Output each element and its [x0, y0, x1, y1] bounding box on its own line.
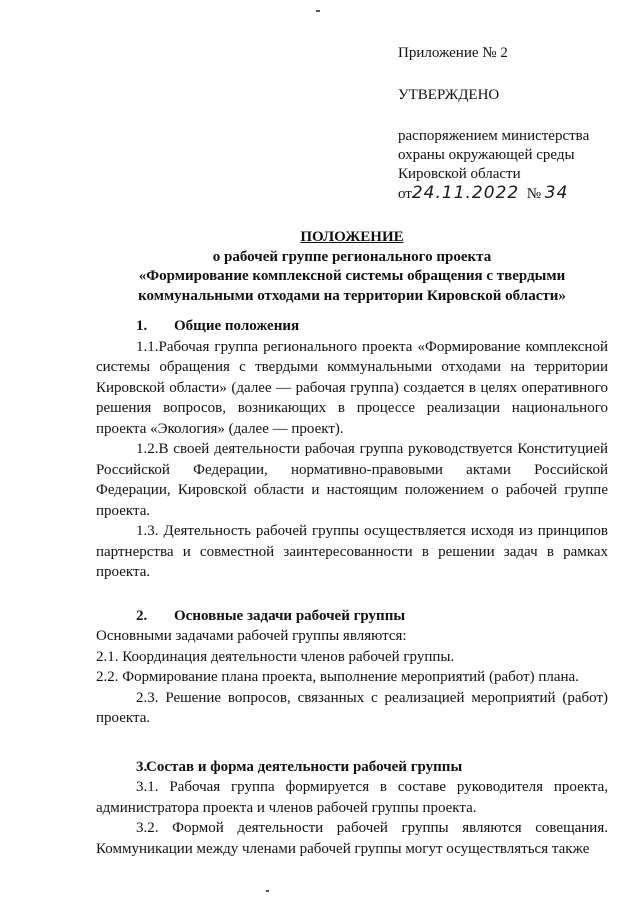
document-body [96, 316, 608, 859]
paragraph: 3.1. Рабочая группа формируется в составе руководителя проекта, администратора проекта и членов рабочей группы проекта. [96, 779, 608, 816]
section-heading [96, 316, 608, 337]
section-title: Состав и форма деятельности рабочей группы [146, 758, 463, 775]
section-heading [96, 757, 608, 778]
approved-stamp: УТВЕРЖДЕНО [398, 87, 500, 103]
date-prefix: от [398, 186, 412, 202]
number-prefix: № [526, 186, 542, 202]
handwritten-number: 34 [544, 183, 569, 203]
scan-mark [316, 10, 320, 12]
paragraph: Основными задачами рабочей группы являются: [96, 628, 407, 644]
document-title [96, 228, 608, 306]
paragraph: 2.2. Формирование плана проекта, выполнение мероприятий (работ) плана. [96, 669, 579, 685]
paragraph: 1.2.В своей деятельности рабочая группа руководствуется Конституцией Российской Федерации, нормативно-правовыми актами Российской Федерации, Кировской области и настоящим положением о рабочей группе проекта. [96, 441, 608, 519]
paragraph: 2.3. Решение вопросов, связанных с реализацией мероприятий (работ) проекта. [96, 689, 608, 726]
order-line: охраны окружающей среды [398, 147, 575, 163]
section-number: 2. [136, 607, 148, 624]
paragraph: 1.3. Деятельность рабочей группы осуществляется исходя из принципов партнерства и совместной заинтересованности в решении задач в рамках проекта. [96, 523, 608, 580]
title-line: о рабочей группе регионального проекта [212, 248, 492, 265]
section-title: Общие положения [174, 318, 300, 334]
section-number: 3. [136, 758, 148, 775]
order-line: Кировской области [398, 166, 521, 182]
paragraph: 1.1.Рабочая группа регионального проекта «Формирование комплексной системы обращения с твердыми коммунальными отходами на территории Кировской области» (далее — рабочая группа) создается в целях оперативного решения вопросов, возникающих в процессе реализации национального проекта «Экология» (далее — проект). [96, 338, 608, 437]
order-line: распоряжением министерства [398, 128, 590, 144]
section-number: 1. [136, 318, 148, 334]
section-title: Основные задачи рабочей группы [174, 607, 406, 624]
section-heading [96, 606, 608, 627]
paragraph: 2.1. Координация деятельности членов рабочей группы. [96, 648, 455, 665]
title-line: коммунальными отходами на территории Кировской области» [138, 287, 566, 304]
paragraph: 3.2. Формой деятельности рабочей группы являются совещания. Коммуникации между членами рабочей группы могут осуществляться также [96, 820, 608, 857]
handwritten-date: 24.11.2022 [411, 183, 520, 203]
title-main: ПОЛОЖЕНИЕ [300, 229, 404, 245]
scan-mark [266, 890, 269, 892]
order-date-number [398, 184, 628, 204]
title-line: «Формирование комплексной системы обращения с твердыми [138, 268, 566, 284]
approval-block [398, 44, 628, 204]
appendix-number: Приложение № 2 [398, 45, 508, 61]
